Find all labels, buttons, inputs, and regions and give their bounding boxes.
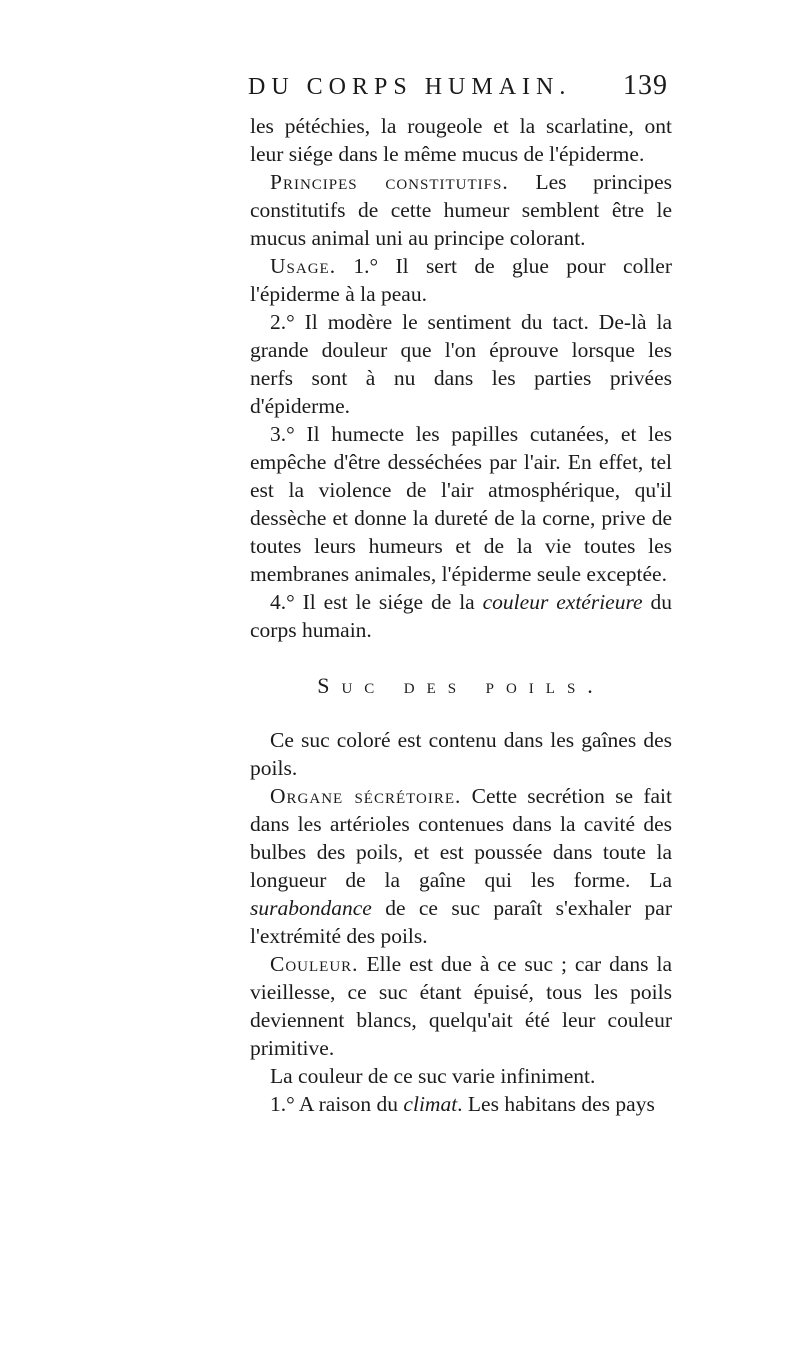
paragraph: [250, 782, 672, 950]
paragraph-text: les pétéchies, la rougeole et la scarlatine, ont leur siége dans le même mucus de l'épiderme.: [250, 114, 672, 166]
paragraph-text: Ce suc coloré est contenu dans les gaînes des poils.: [250, 728, 672, 780]
paragraph-text: Elle est due à ce suc ; car dans la vieillesse, ce suc étant épuisé, tous les poils deviennent blancs, quelqu'ait été leur couleur primitive.: [250, 952, 672, 1060]
paragraph-text: 4.° Il est le siége de la: [270, 590, 483, 614]
paragraph-text: du corps humain.: [250, 590, 672, 642]
italic-term: surabondance: [250, 896, 372, 920]
page-header: [248, 68, 668, 108]
page-number: 139: [623, 70, 668, 101]
paragraph-text: Les principes constitutifs de cette humeur semblent être le mucus animal uni au principe colorant.: [250, 170, 672, 250]
paragraph-text: Cette secrétion se fait dans les artérioles contenues dans la cavité des bulbes des poils, et est poussée dans toute la longueur de la gaîne qui les forme. La: [250, 784, 672, 892]
paragraph: [250, 168, 672, 252]
paragraph-label: Couleur.: [270, 952, 359, 976]
paragraph-text: 3.° Il humecte les papilles cutanées, et les empêche d'être desséchées par l'air. En effet, tel est la violence de l'air atmosphérique, qu'il dessèche et donne la dureté de la corne, prive de toutes leurs humeurs et de la vie toutes les membranes animales, l'épiderme seule exceptée.: [250, 422, 672, 586]
paragraph-text: 2.° Il modère le sentiment du tact. De-là la grande douleur que l'on éprouve lorsque les nerfs sont à nu dans les parties privées d'épiderme.: [250, 310, 672, 418]
paragraph: [250, 1090, 672, 1118]
paragraph-text: . Les habitans des pays: [457, 1092, 655, 1116]
paragraph: [250, 588, 672, 644]
running-head: DU CORPS HUMAIN.: [248, 74, 572, 100]
paragraph-label: Organe sécrétoire.: [270, 784, 462, 808]
paragraph: [250, 252, 672, 308]
paragraph: [250, 420, 672, 588]
paragraph-label: Usage.: [270, 254, 337, 278]
paragraph: [250, 112, 672, 168]
paragraph: [250, 950, 672, 1062]
paragraph-text: 1.° Il sert de glue pour coller l'épiderme à la peau.: [250, 254, 672, 306]
paragraph-text: La couleur de ce suc varie infiniment.: [270, 1064, 596, 1088]
body-text: [250, 112, 672, 1118]
paragraph: [250, 726, 672, 782]
paragraph-label: Principes constitutifs.: [270, 170, 509, 194]
paragraph-text: de ce suc paraît s'exhaler par l'extrémité des poils.: [250, 896, 672, 948]
paragraph: [250, 1062, 672, 1090]
italic-term: couleur extérieure: [482, 590, 643, 614]
italic-term: climat: [403, 1092, 458, 1116]
paragraph: [250, 308, 672, 420]
paragraph-text: 1.° A raison du: [270, 1092, 404, 1116]
section-title: Suc des poils.: [317, 673, 605, 698]
